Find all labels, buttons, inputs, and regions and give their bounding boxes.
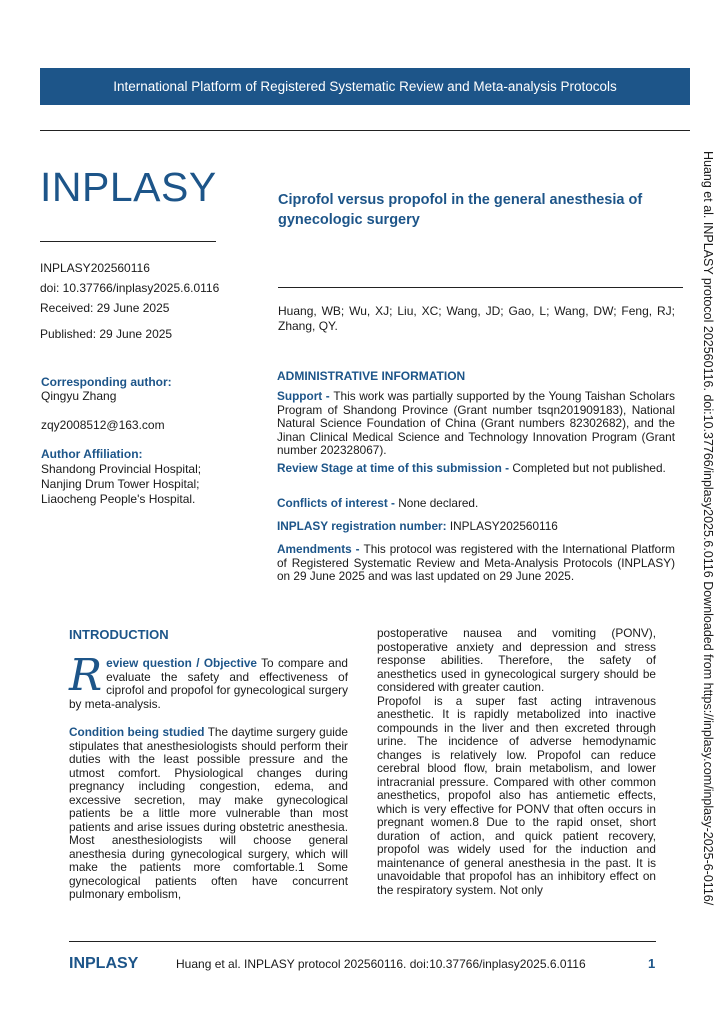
intro-column-2 (377, 627, 656, 897)
top-divider (40, 130, 690, 131)
amendments-text: This protocol was registered with the International Platform of Registered Systematic Review and Meta-Analysis Protocols (INPLASY) on 29 June 2025 and was last updated on 29 June 2025. (277, 542, 675, 584)
banner-text: International Platform of Registered Systematic Review and Meta-analysis Protocols (113, 79, 617, 94)
registration-label: INPLASY registration number: (277, 519, 450, 533)
review-stage-block (277, 462, 675, 476)
author-list: Huang, WB; Wu, XJ; Liu, XC; Wang, JD; Gao, L; Wang, DW; Feng, RJ; Zhang, QY. (278, 304, 675, 333)
introduction-heading: INTRODUCTION (69, 627, 169, 642)
condition-text: The daytime surgery guide stipulates that anesthesiologists should perform their duties with the least possible pressure and the utmost comfort. Physiological changes during pregnancy including congestion, edema, and excessive secretion, may make gynecological patients be a little more vulnerable than most patients and arise issues during obstetric anesthesia. Most anesthesiologists will choose general anesthesia during gynecological surgery, which will make the patients more comfortable.1 Some gynecological patients often have concurrent pulmonary embolism, (69, 725, 348, 901)
corresponding-name: Qingyu Zhang (41, 389, 117, 403)
doi[interactable]: doi: 10.37766/inplasy2025.6.0116 (40, 281, 220, 295)
column2-paragraph-1: postoperative nausea and vomiting (PONV), postoperative anxiety and depression and stress response abilities. Therefore, the safety of anesthetics used in gynecological surgery should be considered with greater caution. (377, 626, 656, 694)
condition-paragraph (69, 726, 348, 902)
journal-banner (40, 68, 690, 105)
corresponding-label: Corresponding author: (41, 375, 172, 389)
conflicts-label: Conflicts of interest - (277, 496, 399, 510)
page-number: 1 (648, 956, 656, 971)
affiliation-label: Author Affiliation: (41, 447, 143, 461)
received-date: Received: 29 June 2025 (40, 301, 170, 315)
corresponding-email[interactable]: zqy2008512@163.com (41, 418, 165, 432)
registration-block (277, 520, 675, 534)
review-question-label: eview question / Objective (106, 656, 257, 670)
registration-number: INPLASY202560116 (449, 519, 558, 533)
drop-cap: R (69, 650, 103, 701)
affiliation-1: Shandong Provincial Hospital; (41, 462, 202, 476)
conflicts-block (277, 497, 675, 511)
published-date: Published: 29 June 2025 (40, 327, 173, 341)
review-question-text: To compare and evaluate the safety and effectiveness of ciprofol and propofol for gynecological surgery by meta-analysis. (69, 656, 348, 711)
article-title: Ciprofol versus propofol in the general anesthesia of gynecologic surgery (278, 192, 643, 228)
title-divider (278, 287, 683, 288)
support-text: This work was partially supported by the Young Taishan Scholars Program of Shandong Province (Grant number tsqn201909183), National Natural Science Foundation of China (Grant numbers 82302682), and the Jinan Clinical Medical Science and Technology Innovation Program (Grant number 202328067). (277, 389, 676, 458)
intro-column-1 (69, 650, 348, 902)
amendments-block (277, 543, 675, 584)
protocol-id: INPLASY202560116 (40, 261, 150, 275)
footer-divider (69, 941, 656, 942)
affiliation-3: Liaocheng People's Hospital. (41, 492, 196, 506)
condition-label: Condition being studied (69, 725, 205, 739)
column2-paragraph-2: Propofol is a super fast acting intravenous anesthetic. It is rapidly metabolized into inactive compounds in the liver and then excreted through urine. The incidence of adverse hemodynamic changes is relatively low. Propofol can reduce cerebral blood flow, brain metabolism, and lower intracranial pressure. Compared with other common anesthetics, propofol also has antiemetic effects, which is very effective for PONV that often occurs in pregnant women.8 Due to the rapid onset, short duration of action, and quick patient recovery, propofol was widely used for the induction and maintenance of general anesthesia in the past. It is unavoidable that propofol has an inhibitory effect on the respiratory system. Not only (377, 693, 656, 897)
inplasy-logo: INPLASY (40, 164, 217, 210)
affiliation-2: Nanjing Drum Tower Hospital; (41, 477, 200, 491)
footer-citation: Huang et al. INPLASY protocol 202560116. doi:10.37766/inplasy2025.6.0116 (176, 957, 586, 971)
amendments-label: Amendments - (277, 542, 364, 556)
support-label: Support - (277, 389, 334, 403)
review-stage-text: Completed but not published. (512, 461, 666, 475)
conflicts-text: None declared. (398, 496, 479, 510)
support-block (277, 390, 675, 458)
review-question-paragraph (69, 650, 348, 711)
footer-logo: INPLASY (69, 955, 139, 972)
admin-heading: ADMINISTRATIVE INFORMATION (277, 369, 466, 383)
download-side-note: Huang et al. INPLASY protocol 202560116. doi:10.37766/inplasy2025.6.0116 Downloaded from https://inplasy.com/inplasy-2025-6-0116/ (701, 151, 715, 906)
review-stage-label: Review Stage at time of this submission - (277, 461, 513, 475)
logo-divider (40, 241, 216, 242)
